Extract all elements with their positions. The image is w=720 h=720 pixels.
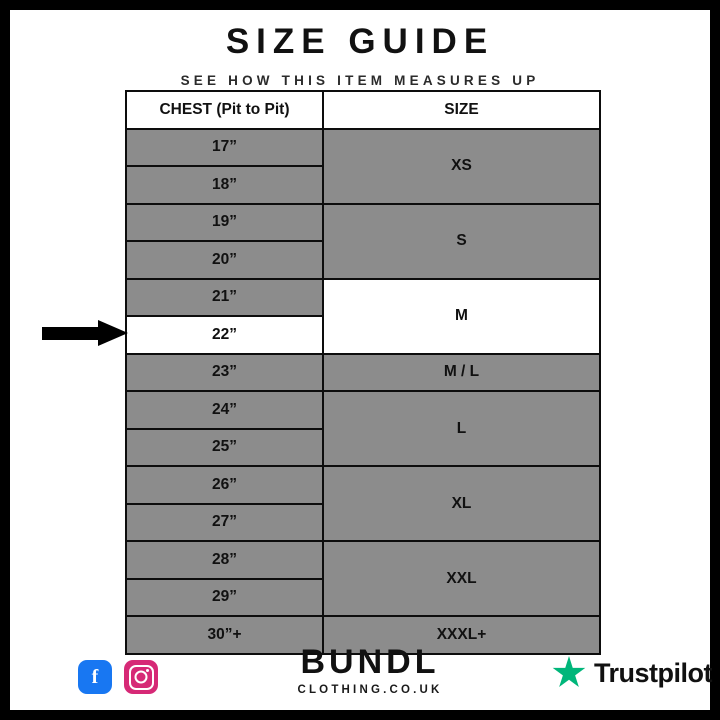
chest-cell: 21” (126, 279, 323, 317)
table-row (126, 279, 600, 317)
column-header-size: SIZE (323, 91, 600, 129)
chest-cell: 24” (126, 391, 323, 429)
table-row (126, 541, 600, 579)
chest-cell: 27” (126, 504, 323, 542)
size-cell: XS (323, 129, 600, 204)
table-row (126, 129, 600, 167)
table-row (126, 391, 600, 429)
brand-website: CLOTHING.CO.UK (297, 684, 443, 696)
brand-name: BUNDL (300, 643, 440, 681)
chest-cell: 30”+ (126, 616, 323, 654)
trustpilot-label: Trustpilot (594, 657, 712, 688)
column-header-chest: CHEST (Pit to Pit) (126, 91, 323, 129)
table-row (126, 204, 600, 242)
table-row (126, 466, 600, 504)
instagram-lens (135, 671, 148, 684)
size-cell: XXXL+ (323, 616, 600, 654)
size-guide-card (10, 10, 710, 710)
chest-cell: 20” (126, 241, 323, 279)
arrow-shaft (42, 327, 100, 340)
facebook-icon[interactable]: f (78, 660, 112, 694)
footer (10, 638, 720, 710)
chest-cell: 28” (126, 541, 323, 579)
chest-cell: 19” (126, 204, 323, 242)
instagram-frame (129, 665, 154, 690)
social-links (32, 660, 158, 694)
chest-cell: 23” (126, 354, 323, 392)
chest-cell: 29” (126, 579, 323, 617)
size-table (125, 90, 601, 655)
instagram-icon[interactable] (124, 660, 158, 694)
google-icon[interactable]: G (32, 660, 66, 694)
size-cell: XXL (323, 541, 600, 616)
size-cell: L (323, 391, 600, 466)
instagram-dot (146, 669, 149, 672)
table-header-row (126, 91, 600, 129)
size-cell: XL (323, 466, 600, 541)
page-title: SIZE GUIDE (225, 22, 495, 61)
chest-cell: 18” (126, 166, 323, 204)
size-cell: M / L (323, 354, 600, 392)
star-icon (552, 656, 586, 690)
size-cell-highlighted: M (323, 279, 600, 354)
size-cell: S (323, 204, 600, 279)
size-table-wrapper (125, 90, 595, 655)
table-row (126, 354, 600, 392)
selected-size-arrow-icon (42, 320, 128, 346)
arrow-head (98, 320, 128, 346)
trustpilot-logo (552, 656, 712, 690)
page-subtitle: SEE HOW THIS ITEM MEASURES UP (180, 73, 540, 88)
chest-cell: 26” (126, 466, 323, 504)
brand-logo (297, 645, 442, 696)
chest-cell: 25” (126, 429, 323, 467)
chest-cell: 17” (126, 129, 323, 167)
chest-cell-highlighted: 22” (126, 316, 323, 354)
